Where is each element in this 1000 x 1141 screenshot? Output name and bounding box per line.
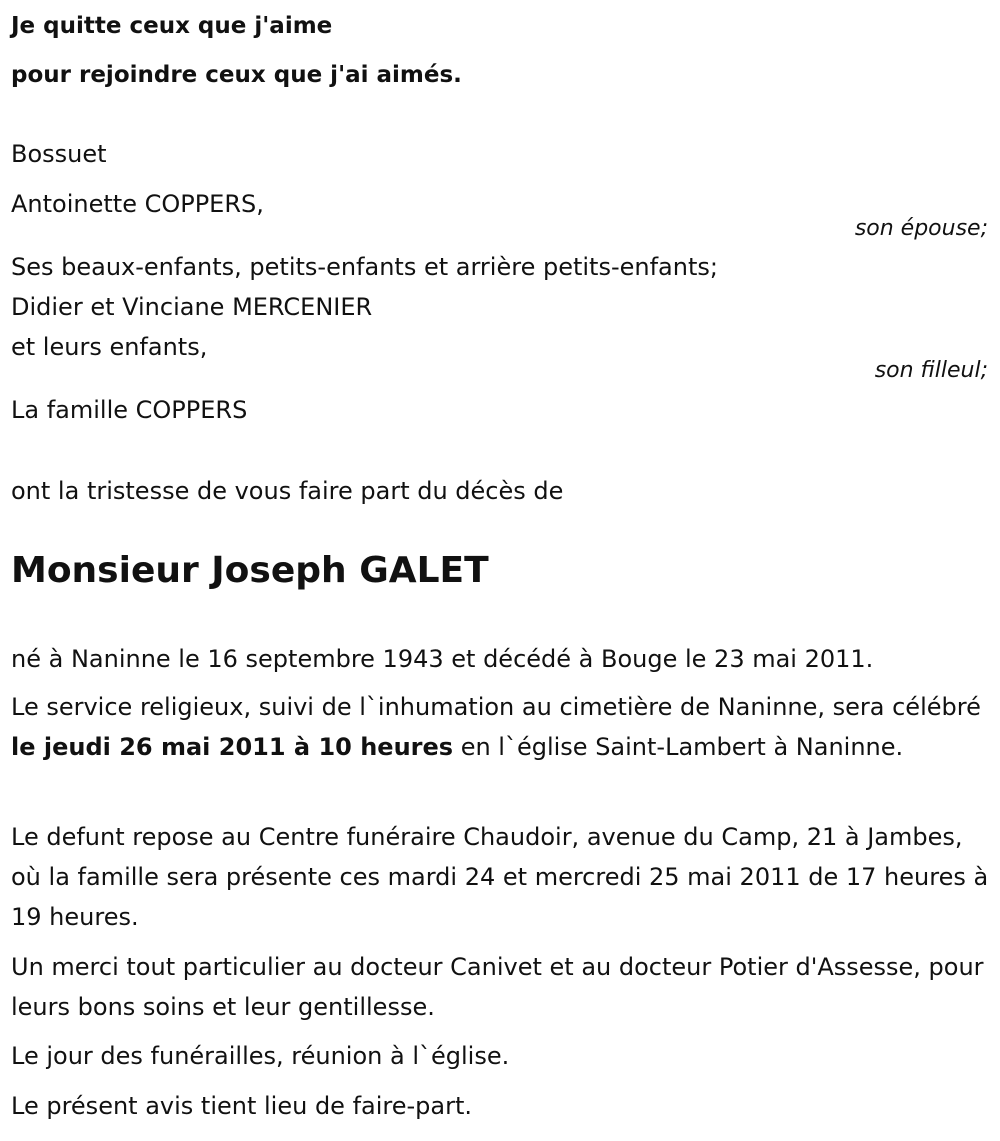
service-text-after: en l`église Saint-Lambert à Naninne. <box>453 733 904 761</box>
spouse-name: Antoinette COPPERS, <box>11 190 264 218</box>
announcement: ont la tristesse de vous faire part du décès de <box>11 477 564 505</box>
epigraph-line-1: Je quitte ceux que j'aime <box>11 13 333 39</box>
family-place: Bossuet <box>11 140 107 168</box>
service-paragraph <box>11 687 991 767</box>
extended-family: La famille COPPERS <box>11 396 248 424</box>
meeting-line: Le jour des funérailles, réunion à l`église. <box>11 1042 510 1070</box>
repose-paragraph: Le defunt repose au Centre funéraire Chaudoir, avenue du Camp, 21 à Jambes, où la famille sera présente ces mardi 24 et mercredi 25 mai 2011 de 17 heures à 19 heures. <box>11 823 989 931</box>
birth-death: né à Naninne le 16 septembre 1943 et décédé à Bouge le 23 mai 2011. <box>11 645 874 673</box>
service-text-before: Le service religieux, suivi de l`inhumation au cimetière de Naninne, sera célébré <box>11 693 981 721</box>
spouse-role: son épouse; <box>854 216 988 241</box>
godson-name: Didier et Vinciane MERCENIER <box>11 293 373 321</box>
thanks-paragraph: Un merci tout particulier au docteur Canivet et au docteur Potier d'Assesse, pour leurs bons soins et leur gentillesse. <box>11 953 984 1021</box>
deceased-name: Monsieur Joseph GALET <box>11 550 489 591</box>
notice-line: Le présent avis tient lieu de faire-part. <box>11 1092 473 1120</box>
godson-role: son filleul; <box>874 358 988 383</box>
children-line: Ses beaux-enfants, petits-enfants et arrière petits-enfants; <box>11 253 718 281</box>
godson-children: et leurs enfants, <box>11 333 208 361</box>
epigraph-line-2: pour rejoindre ceux que j'ai aimés. <box>11 62 462 88</box>
service-date: le jeudi 26 mai 2011 à 10 heures <box>11 733 454 761</box>
